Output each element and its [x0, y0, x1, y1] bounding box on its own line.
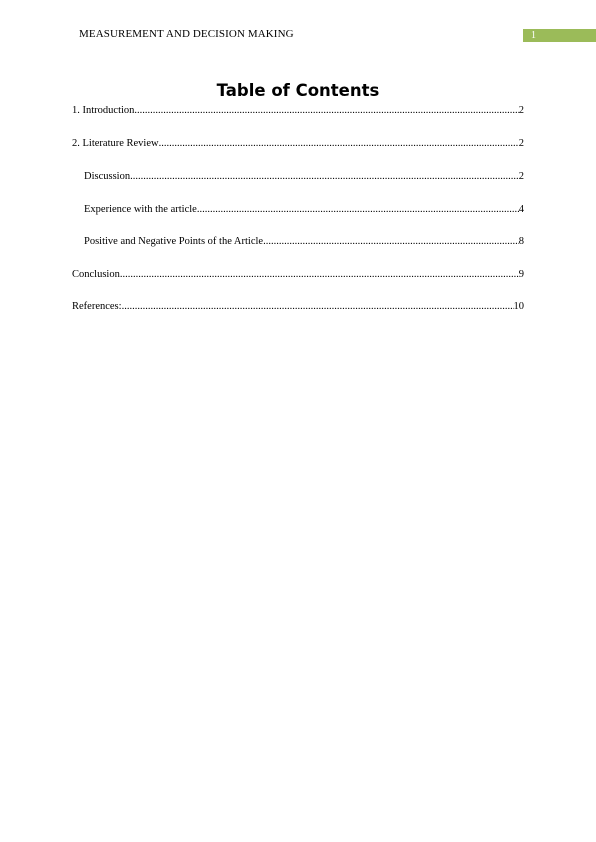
- toc-entry-label: Experience with the article: [84, 204, 197, 215]
- toc-dot-leader: [130, 170, 519, 184]
- toc-entry-label: 2. Literature Review: [72, 138, 159, 149]
- toc-entry-label: References:: [72, 301, 122, 312]
- toc-entry-introduction[interactable]: [72, 104, 524, 118]
- toc-entry-page: 10: [513, 301, 524, 312]
- toc-heading: Table of Contents: [216, 81, 380, 100]
- toc-entry-label: Positive and Negative Points of the Article: [84, 236, 264, 247]
- toc-entry-literature-review[interactable]: [72, 137, 524, 151]
- toc-dot-leader: [197, 203, 519, 217]
- toc-entry-page: 8: [518, 236, 524, 247]
- toc-entry-page: 2: [518, 138, 524, 149]
- toc-entry-page: 2: [518, 105, 524, 116]
- toc-entry-label: Conclusion: [72, 269, 120, 280]
- toc-dot-leader: [159, 137, 519, 151]
- toc-entry-positive-negative-points[interactable]: [72, 235, 524, 249]
- toc-entry-page: 9: [518, 269, 524, 280]
- toc-dot-leader: [263, 235, 519, 249]
- page-number-badge: 1: [523, 29, 596, 42]
- toc-dot-leader: [134, 104, 518, 118]
- toc-entry-label: Discussion: [84, 171, 131, 182]
- toc-dot-leader: [122, 300, 514, 314]
- toc-entry-label: 1. Introduction: [72, 105, 135, 116]
- toc-entry-references[interactable]: [72, 300, 524, 314]
- running-header-title: MEASUREMENT AND DECISION MAKING: [79, 28, 294, 40]
- toc-dot-leader: [120, 268, 519, 282]
- toc-entry-experience[interactable]: [72, 203, 524, 217]
- toc-entry-page: 2: [518, 171, 524, 182]
- toc-entry-discussion[interactable]: [72, 170, 524, 184]
- toc-entry-page: 4: [518, 204, 524, 215]
- toc-entry-conclusion[interactable]: [72, 268, 524, 282]
